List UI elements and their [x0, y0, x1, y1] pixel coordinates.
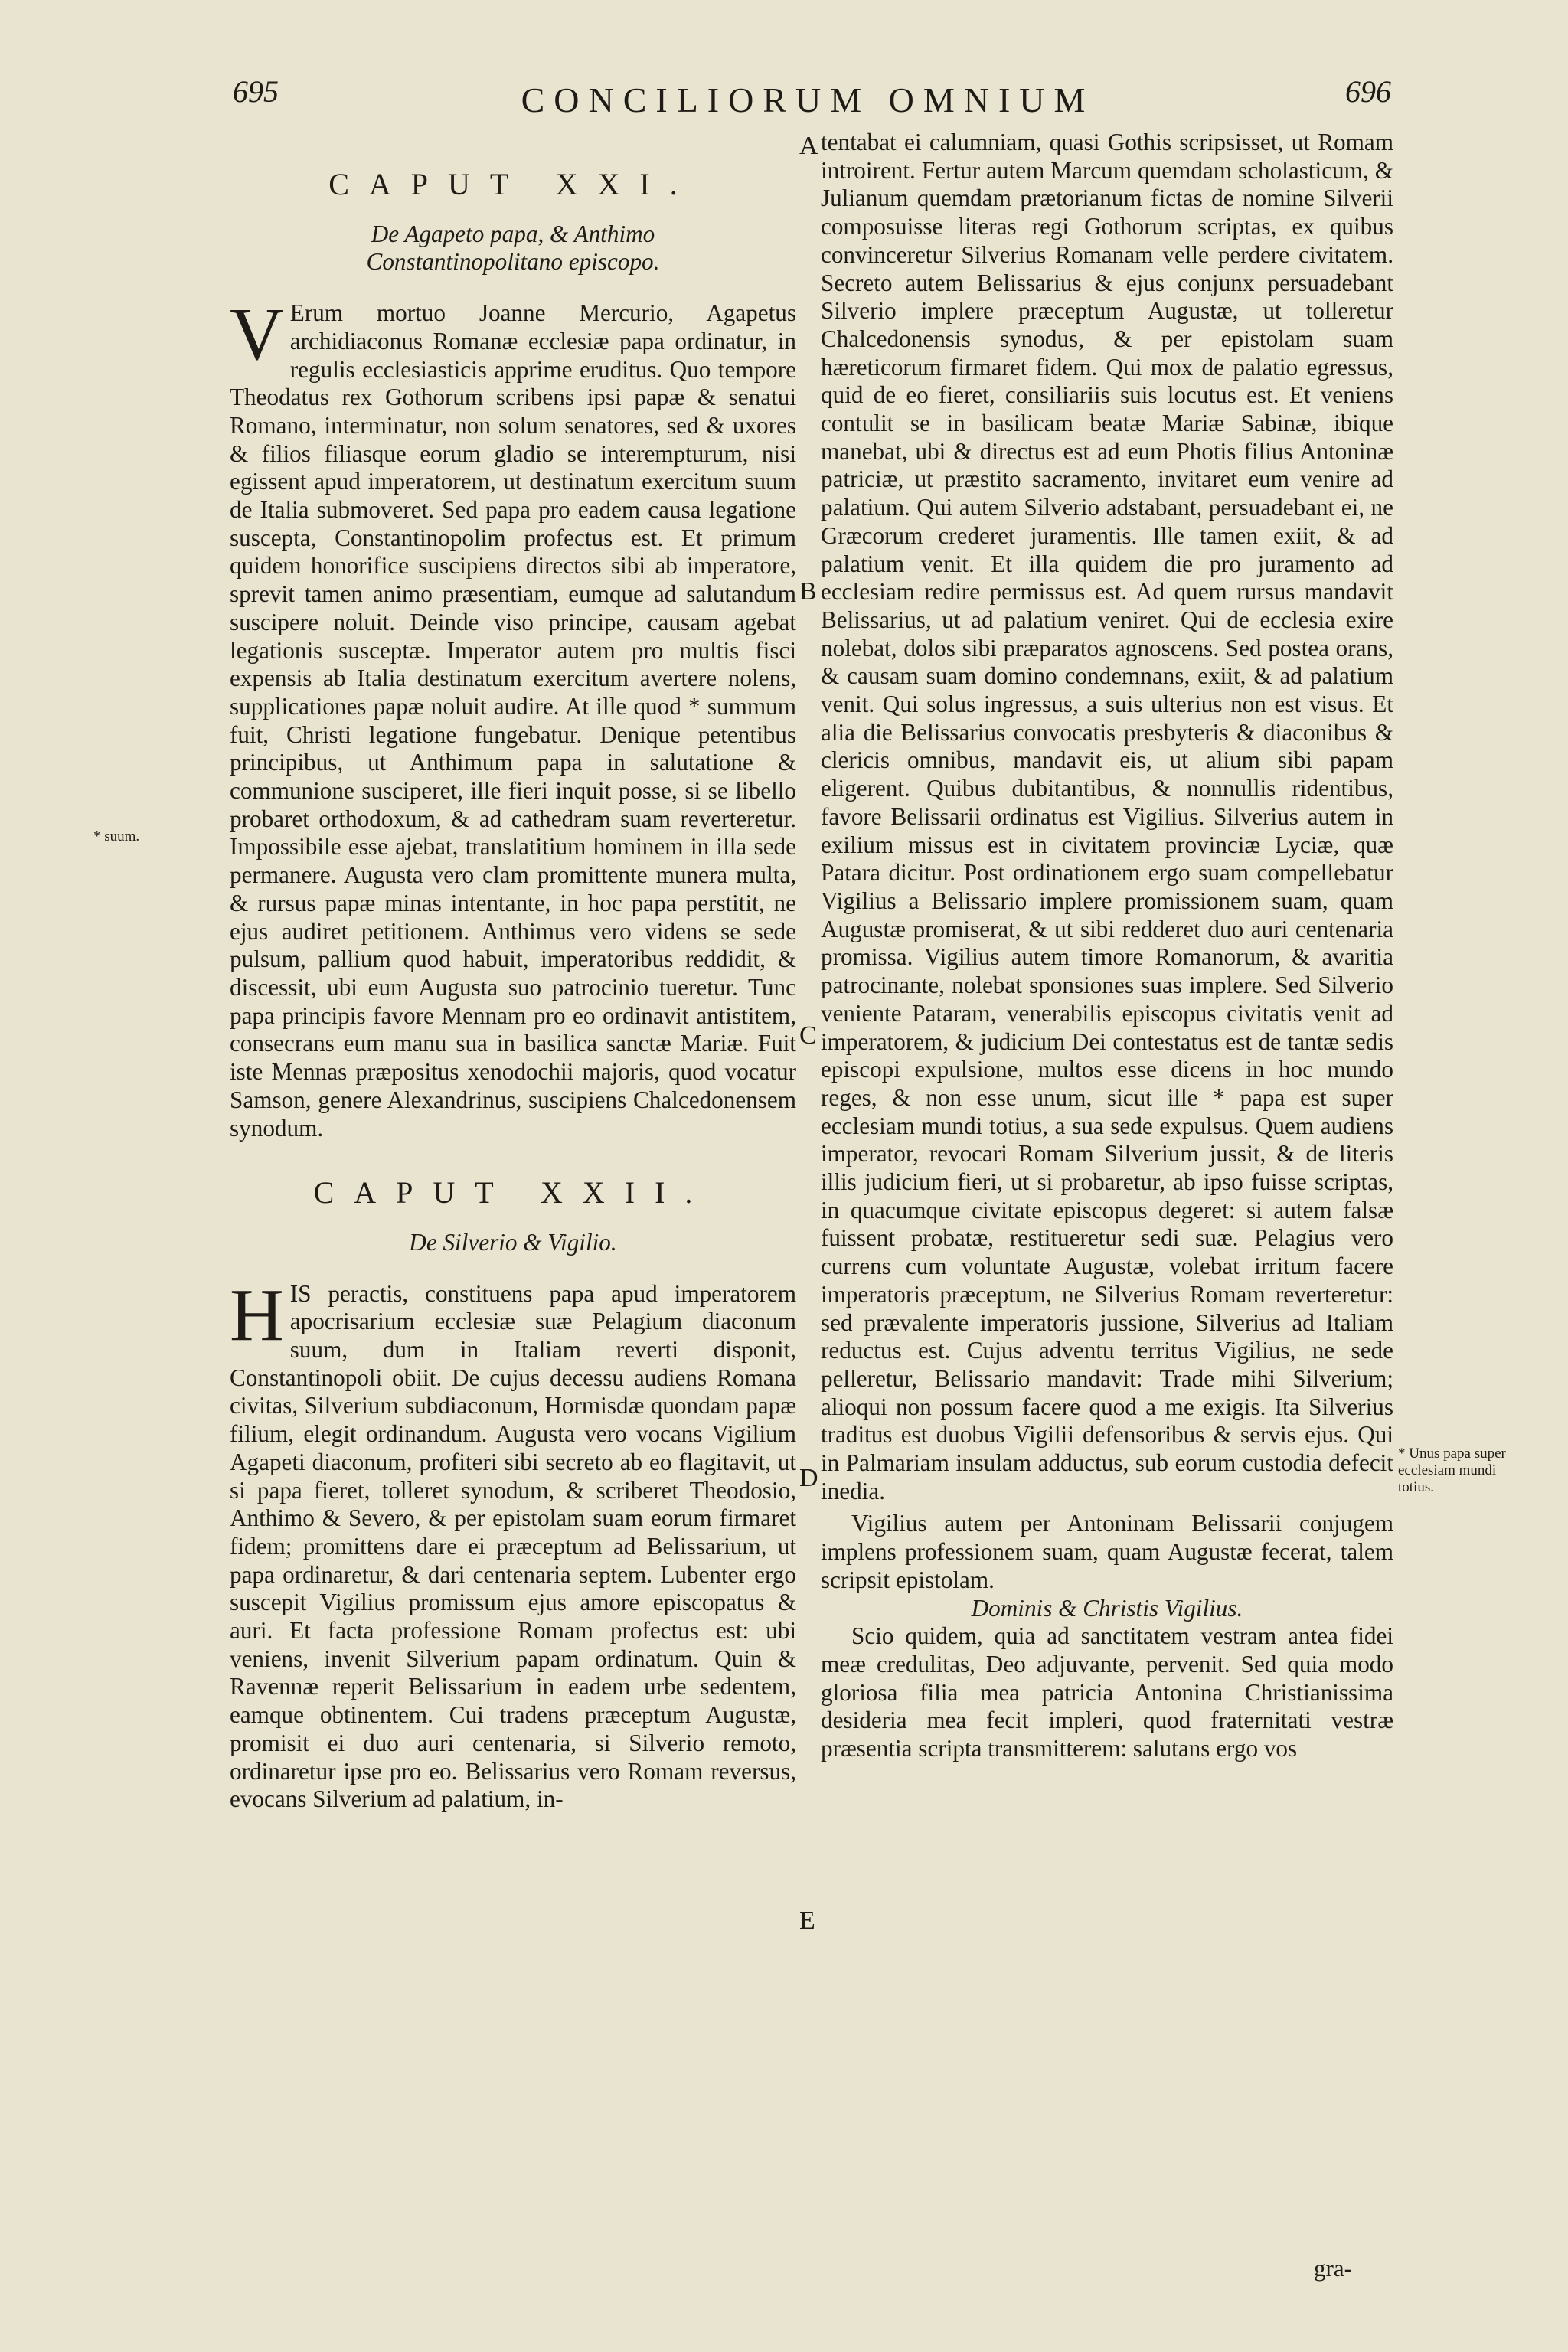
- drop-capital: V: [230, 293, 284, 377]
- chapter-subtitle-xxii: De Silverio & Vigilio.: [409, 1228, 617, 1256]
- chapter-heading-xxi: CAPUT XXI.: [328, 167, 697, 201]
- catchword: gra-: [1314, 2255, 1352, 2282]
- letter-salutation: Dominis & Christis Vigilius.: [971, 1594, 1243, 1622]
- section-letter-b: B: [799, 577, 817, 606]
- drop-capital: H: [230, 1273, 284, 1357]
- section-letter-e: E: [799, 1906, 815, 1935]
- left-column: [230, 157, 796, 1814]
- margin-note-right: * Unus papa super ecclesiam mundi totius.: [1398, 1446, 1506, 1495]
- paragraph: Scio quidem, quia ad sanctitatem vestram antea fidei meæ credulitas, Deo adjuvante, pervenit. Sed quia modo gloriosa filia mea patricia Antonina Christianissima desideria mea fecit impleri, quod fraternitati vestræ præsentia scripta transmitterem: salutans ergo vos: [821, 1622, 1393, 1762]
- running-title: CONCILIORUM OMNIUM: [521, 80, 1095, 119]
- paragraph: tentabat ei calumniam, quasi Gothis scripsisset, ut Romam introirent. Fertur autem Marcum quemdam scholasticum, & Julianum quemdam prætorianum fictas de nomine Silverii composuisse literas regi Gothorum scriptas, ex quibus convinceretur Silverius Romanam velle perdere civitatem. Secreto autem Belissarius & ejus conjunx persuadebant Silverio implere præceptum Augustæ, ut tolleretur Chalcedonensis synodus, & per epistolam suam hæreticorum firmaret fidem. Qui mox de palatio egressus, quid de eo fieret, consiliariis suis locutus est. Et veniens contulit se in basilicam beatæ Mariæ Sabinæ, ibique manebat, ubi & directus est ad eum Photis filius Antoninæ patriciæ, ut præstito sacramento, invitaret eum venire ad palatium. Qui autem Silverio adstabant, persuadebant ei, ne Græcorum crederet juramentis. Ille tamen exiit, & ad palatium venit. Et illa quidem die pro juramento ad ecclesiam redire permissus est. Ad quem rursus mandavit Belissarius, ut ad palatium veniret. Qui de ecclesia exire nolebat, dolos sibi præparatos agnoscens. Sed postea orans, & causam suam domino condemnans, exiit, & ad palatium venit. Qui solus ingressus, a suis ulterius non est visus. Et alia die Belissarius convocatis presbyteris & diaconibus & clericis omnibus, mandavit eis, ut alium sibi papam eligerent. Quibus dubitantibus, & nonnullis ridentibus, favore Belissarii ordinatus est Vigilius. Silverius autem in exilium missus est in civitatem provinciæ Lyciæ, quæ Patara dicitur. Post ordinationem ergo suam compellebatur Vigilius a Belissario implere promissionem suam, quam Augustæ promiserat, & ut sibi redderet duo auri centenaria promissa. Vigilius autem timore Romanorum, & avaritia patrocinante, nolebat sponsiones suas implere. Sed Silverio veniente Pataram, venerabilis episcopus civitatis venit ad imperatorem, & judicium Dei contestatus est de tantæ sedis episcopi expulsione, multos esse dicens in hoc mundo reges, & non esse unum, sicut ille * papa est super ecclesiam mundi totius, a sua sede expulsus. Quem audiens imperator, revocari Romam Silverium jussit, & de literis illis judicium fieri, ut si probaretur, ab ipso fuisse scriptas, in quacumque civitate episcopus degeret: si autem falsæ fuissent probatæ, restitueretur sedi suæ. Pelagius vero currens cum voluntate Augustæ, volebat irritum facere imperatoris præceptum, ne Silverius Romam reverteretur: sed prævalente imperatoris jussione, Silverius ad Italiam reductus est. Cujus adventu territus Vigilius, ne sede pelleretur, Belissario mandavit: Trade mihi Silverium; alioqui non possum facere quod a me exigis. Ita Silverius traditus est duobus Vigilii defensoribus & servis ejus. Qui in Palmariam insulam adductus, sub eorum custodia defecit inedia.: [821, 129, 1393, 1504]
- page-number-left: 695: [233, 74, 279, 109]
- right-column: [821, 129, 1393, 1763]
- paragraph-text: IS peractis, constituens papa apud imperatorem apocrisarium ecclesiæ suæ Pelagium diaconum suum, dum in Italiam reverti disponit, Constantinopoli obiit. De cujus decessu audiens Romana civitas, Silverium subdiaconum, Hormisdæ quondam papæ filium, elegit ordinandum. Augusta vero vocans Vigilium Agapeti diaconum, profiteri sibi secreto ab eo flagitavit, ut si papa fieret, tolleret synodum, & scriberet Theodosio, Anthimo & Severo, & per epistolam suam eorum firmaret fidem; promittens dare ei præceptum ad Belissarium, ut papa ordinaretur, & dari centenaria septem. Lubenter ergo suscepit Vigilius promissum ejus amore episcopatus & auri. Et facta professione Romam profectus est: ubi veniens, invenit Silverium papam ordinatum. Quin & Ravennæ reperit Belissarium in eadem urbe sedentem, eamque obtinentem. Cui tradens præceptum Augustæ, promisit ei duo auri centenaria, si Silverio remoto, ordinaretur ipse pro eo. Belissarius vero Romam reversus, evocans Silverium ad palatium, in-: [230, 1279, 796, 1813]
- margin-note-left: * suum.: [93, 828, 140, 844]
- paragraph-text: Erum mortuo Joanne Mercurio, Agapetus archidiaconus Romanæ ecclesiæ papa ordinatur, in regulis ecclesiasticis apprime eruditus. Quo tempore Theodatus rex Gothorum scribens ipsi papæ & senatui Romano, interminatur, non solum senatores, sed & uxores & filios filiasque eorum gladio se interempturum, nisi egissent apud imperatorem, ut destinatum exercitum suum de Italia submoveret. Sed papa pro eadem causa legatione suscepta, Constantinopolim profectus est. Et primum quidem honorifice suscipiens directos sibi ab imperatore, sprevit tamen animo præsentiam, eumque ad salutandum suscipere noluit. Deinde viso principe, causam agebat legationis susceptæ. Imperator autem pro multis fisci expensis ab Italia destinatum exercitum avertere nolens, supplicationes papæ noluit audire. At ille quod * summum fuit, Christi legatione fungebatur. Denique petentibus principibus, ut Anthimum papa in salutatione & communione susciperet, ille fieri inquit posse, si se libello probaret orthodoxum, & ad cathedram suam reverteretur. Impossibile esse ajebat, translatitium hominem in illa sede permanere. Augusta vero clam promittente munera multa, & rursus papæ minas intentante, in hoc papa perstitit, ne ejus audiret petitionem. Anthimus vero videns se sede pulsum, pallium quod habuit, imperatoribus reddidit, & discessit, ubi eum Augusta suo patrocinio tueretur. Tunc papa principis favore Mennam pro eo ordinavit antistitem, consecrans eum manu sua in basilica sanctæ Mariæ. Fuit iste Mennas præpositus xenodochii majoris, quod vocatur Samson, genere Alexandrinus, suscipiens Chalcedonensem synodum.: [230, 299, 796, 1142]
- section-letter-c: C: [799, 1021, 817, 1050]
- paragraph: [230, 293, 796, 1142]
- chapter-heading-xxii: CAPUT XXII.: [313, 1175, 713, 1210]
- page-number-right: 696: [1345, 74, 1391, 109]
- chapter-subtitle-xxi: De Agapeto papa, & Anthimo Constantinopolitano episcopo.: [366, 220, 660, 276]
- paragraph: [230, 1273, 796, 1814]
- section-letter-d: D: [799, 1464, 818, 1492]
- paragraph: Vigilius autem per Antoninam Belissarii conjugem implens professionem suam, quam Augustæ fecerat, talem scripsit epistolam.: [821, 1510, 1393, 1593]
- section-letter-a: A: [799, 132, 818, 160]
